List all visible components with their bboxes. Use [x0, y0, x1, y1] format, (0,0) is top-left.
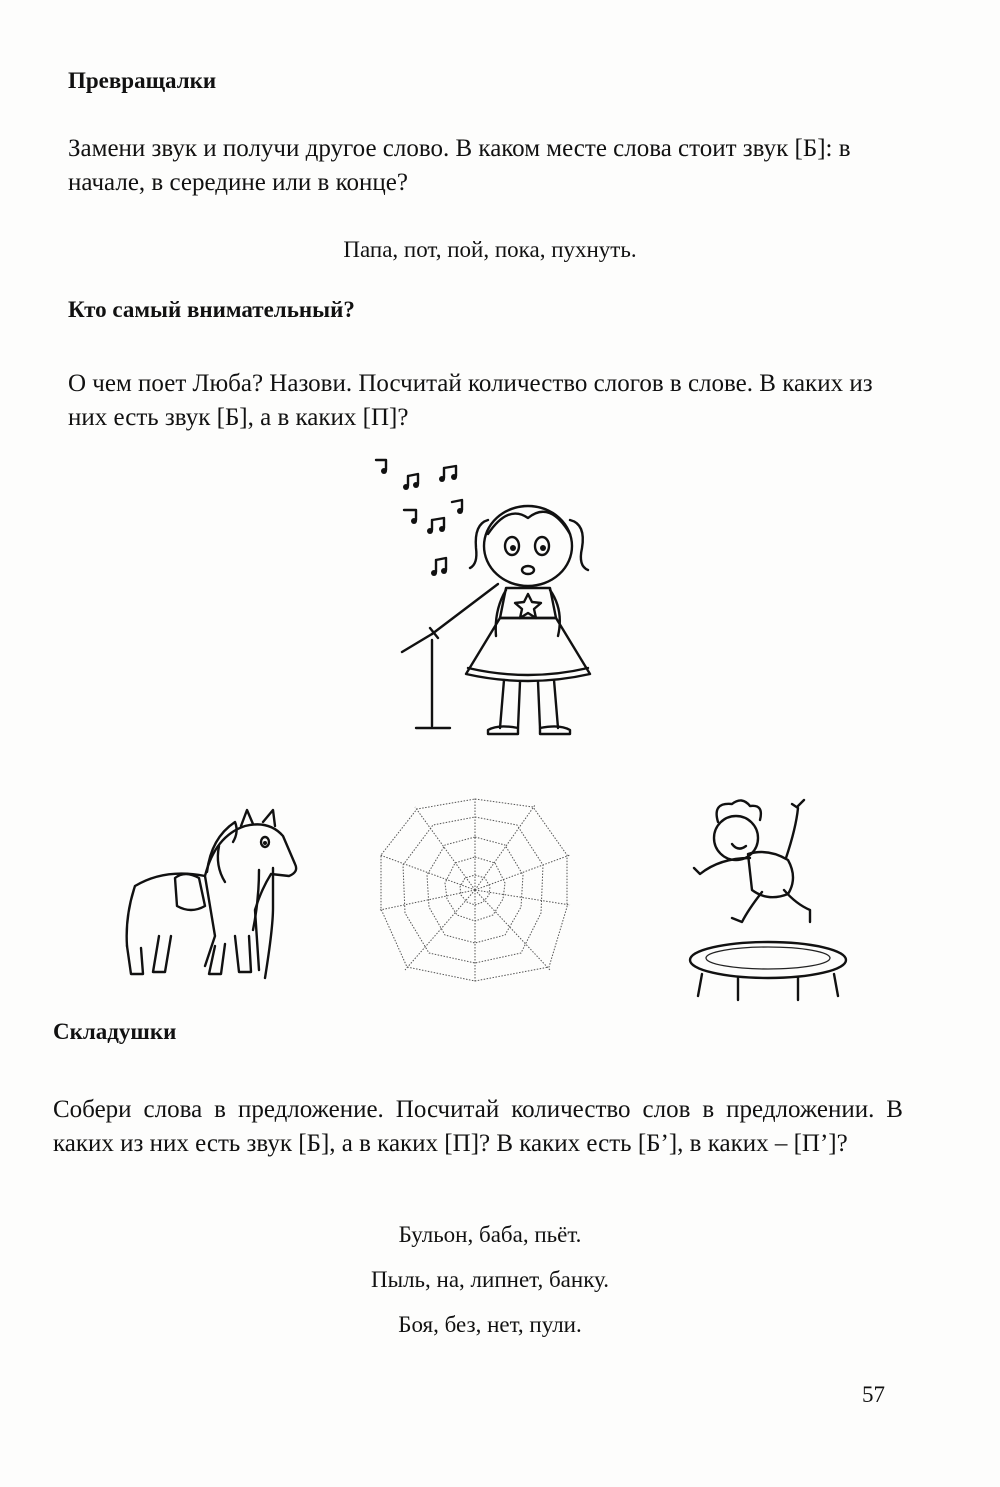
section-instruction: Замени звук и получи другое слово. В каком месте слова стоит звук [Б]: в начале, в середине или в конце?: [68, 135, 851, 196]
pony-illustration: [115, 806, 300, 981]
word-list: Папа, пот, пой, пока, пухнуть.: [343, 237, 637, 262]
girl-singing-illustration: [370, 448, 610, 748]
sentence-line: Пыль, на, липнет, банку.: [371, 1267, 609, 1292]
boy-on-trampoline-illustration: [688, 798, 853, 1003]
spiderweb-illustration: [375, 795, 575, 985]
sentence-line: Бульон, баба, пьёт.: [398, 1222, 582, 1247]
section-heading-prevrashchalki: Превращалки: [68, 68, 217, 93]
music-notes-icon: [376, 460, 463, 576]
section-instruction: О чем поет Люба? Назови. Посчитай количество слогов в слове. В каких из них есть звук [Б], а в каких [П]?: [68, 370, 873, 431]
sentence-line: Боя, без, нет, пули.: [398, 1312, 582, 1337]
section-heading-attentive: Кто самый внимательный?: [68, 297, 355, 322]
web-spokes: [380, 797, 570, 983]
section-instruction: Собери слова в предложение. Посчитай количество слов в предложении. В каких из них есть звук [Б], а в каких [П]? В каких есть [Б’], в каких – [П’]?: [53, 1096, 903, 1157]
page-number: 57: [862, 1382, 885, 1407]
section-heading-skladushki: Складушки: [53, 1019, 177, 1044]
